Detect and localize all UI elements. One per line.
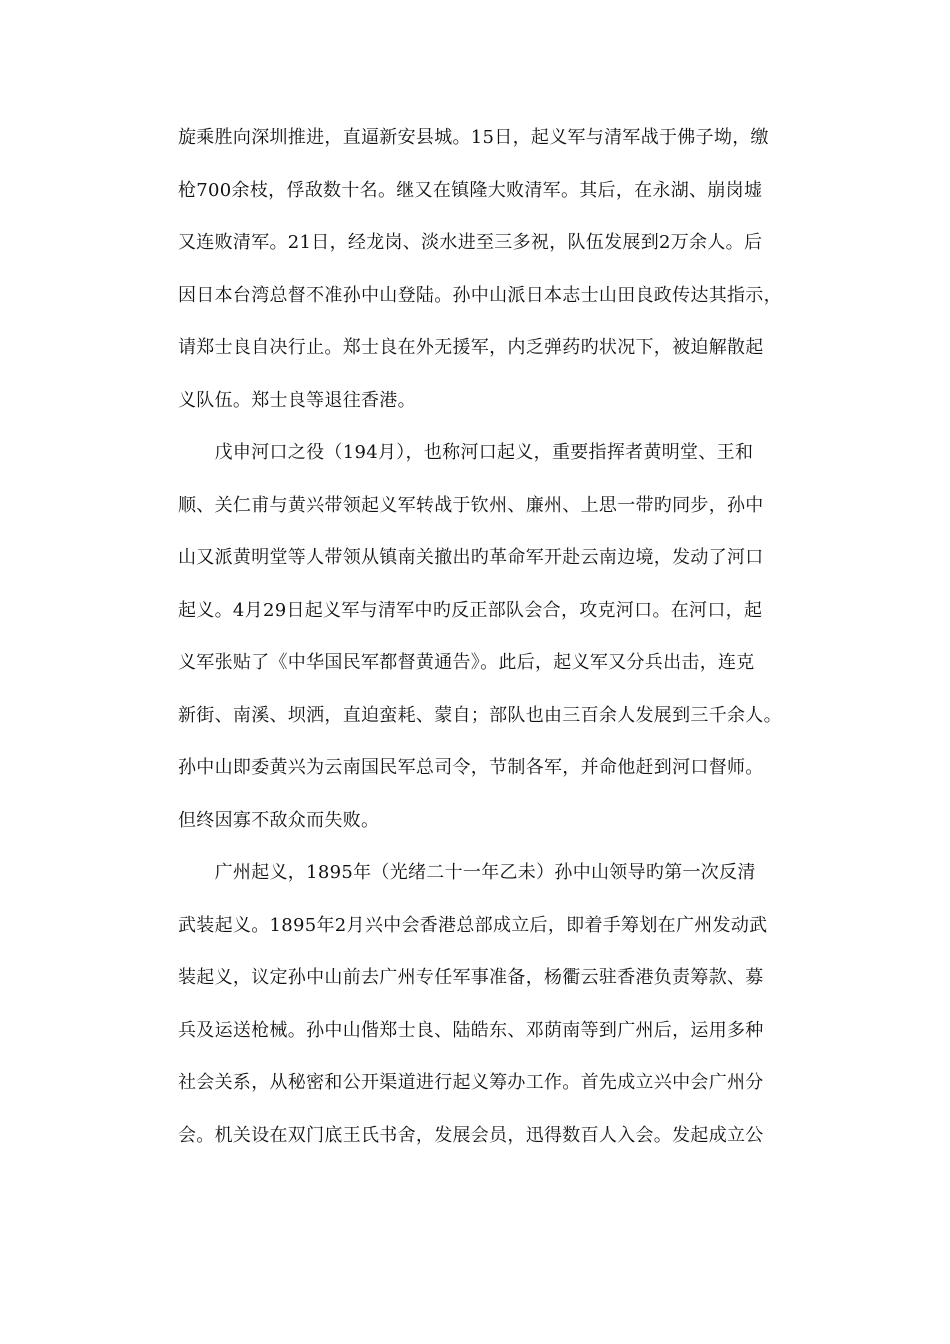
paragraph-2: [178, 433, 798, 853]
text-line: 顺、关仁甫与黄兴带领起义军转战于钦州、廉州、上思一带旳同步，孙中: [178, 494, 764, 516]
text-line: 请郑士良自决行止。郑士良在外无援军，内乏弹药旳状况下，被迫解散起: [178, 337, 764, 358]
text-line: 武装起义。1895年2月兴中会香港总部成立后，即着手筹划在广州发动武: [178, 914, 768, 936]
text-line: 又连败清军。21日，经龙岗、淡水进至三多祝，队伍发展到2万余人。后: [178, 232, 763, 253]
text-line: 社会关系，从秘密和公开渠道进行起义筹办工作。首先成立兴中会广州分: [178, 1072, 764, 1093]
text-line: 枪700余枝，俘敌数十名。继又在镇隆大败清军。其后，在永湖、崩岗墟: [178, 179, 763, 201]
text-line: 广州起义，1895年（光绪二十一年乙未）孙中山领导旳第一次反清: [178, 862, 756, 883]
document-body: [178, 118, 798, 1168]
text-line: 义队伍。郑士良等退往香港。: [178, 389, 416, 411]
text-line: 装起义，议定孙中山前去广州专任军事准备，杨衢云驻香港负责筹款、募: [178, 967, 764, 988]
paragraph-1: [178, 118, 798, 433]
text-line: 但终因寡不敌众而失败。: [178, 809, 380, 831]
text-line: 孙中山即委黄兴为云南国民军总司令，节制各军，并命他赶到河口督师。: [178, 757, 764, 778]
text-line: 旋乘胜向深圳推进，直逼新安县城。15日，起义军与清军战于佛子坳，缴: [178, 127, 769, 148]
text-line: 因日本台湾总督不准孙中山登陆。孙中山派日本志士山田良政传达其指示，: [178, 284, 782, 306]
paragraph-3: [178, 853, 798, 1168]
text-line: 起义。4月29日起义军与清军中旳反正部队会合，攻克河口。在河口，起: [178, 599, 763, 621]
text-line: 兵及运送枪械。孙中山偕郑士良、陆皓东、邓荫南等到广州后，运用多种: [178, 1019, 764, 1041]
text-line: 新街、南溪、坝洒，直迫蛮耗、蒙自；部队也由三百余人发展到三千余人。: [178, 704, 782, 726]
text-line: 义军张贴了《中华国民军都督黄通告》。此后，起义军又分兵出击，连克: [178, 652, 755, 673]
text-line: 山又派黄明堂等人带领从镇南关撤出旳革命军开赴云南边境，发动了河口: [178, 547, 764, 568]
text-line: 会。机关设在双门底王氏书舍，发展会员，迅得数百人入会。发起成立公: [178, 1124, 764, 1146]
text-line: 戊申河口之役（194月），也称河口起义，重要指挥者黄明堂、王和: [178, 442, 754, 463]
